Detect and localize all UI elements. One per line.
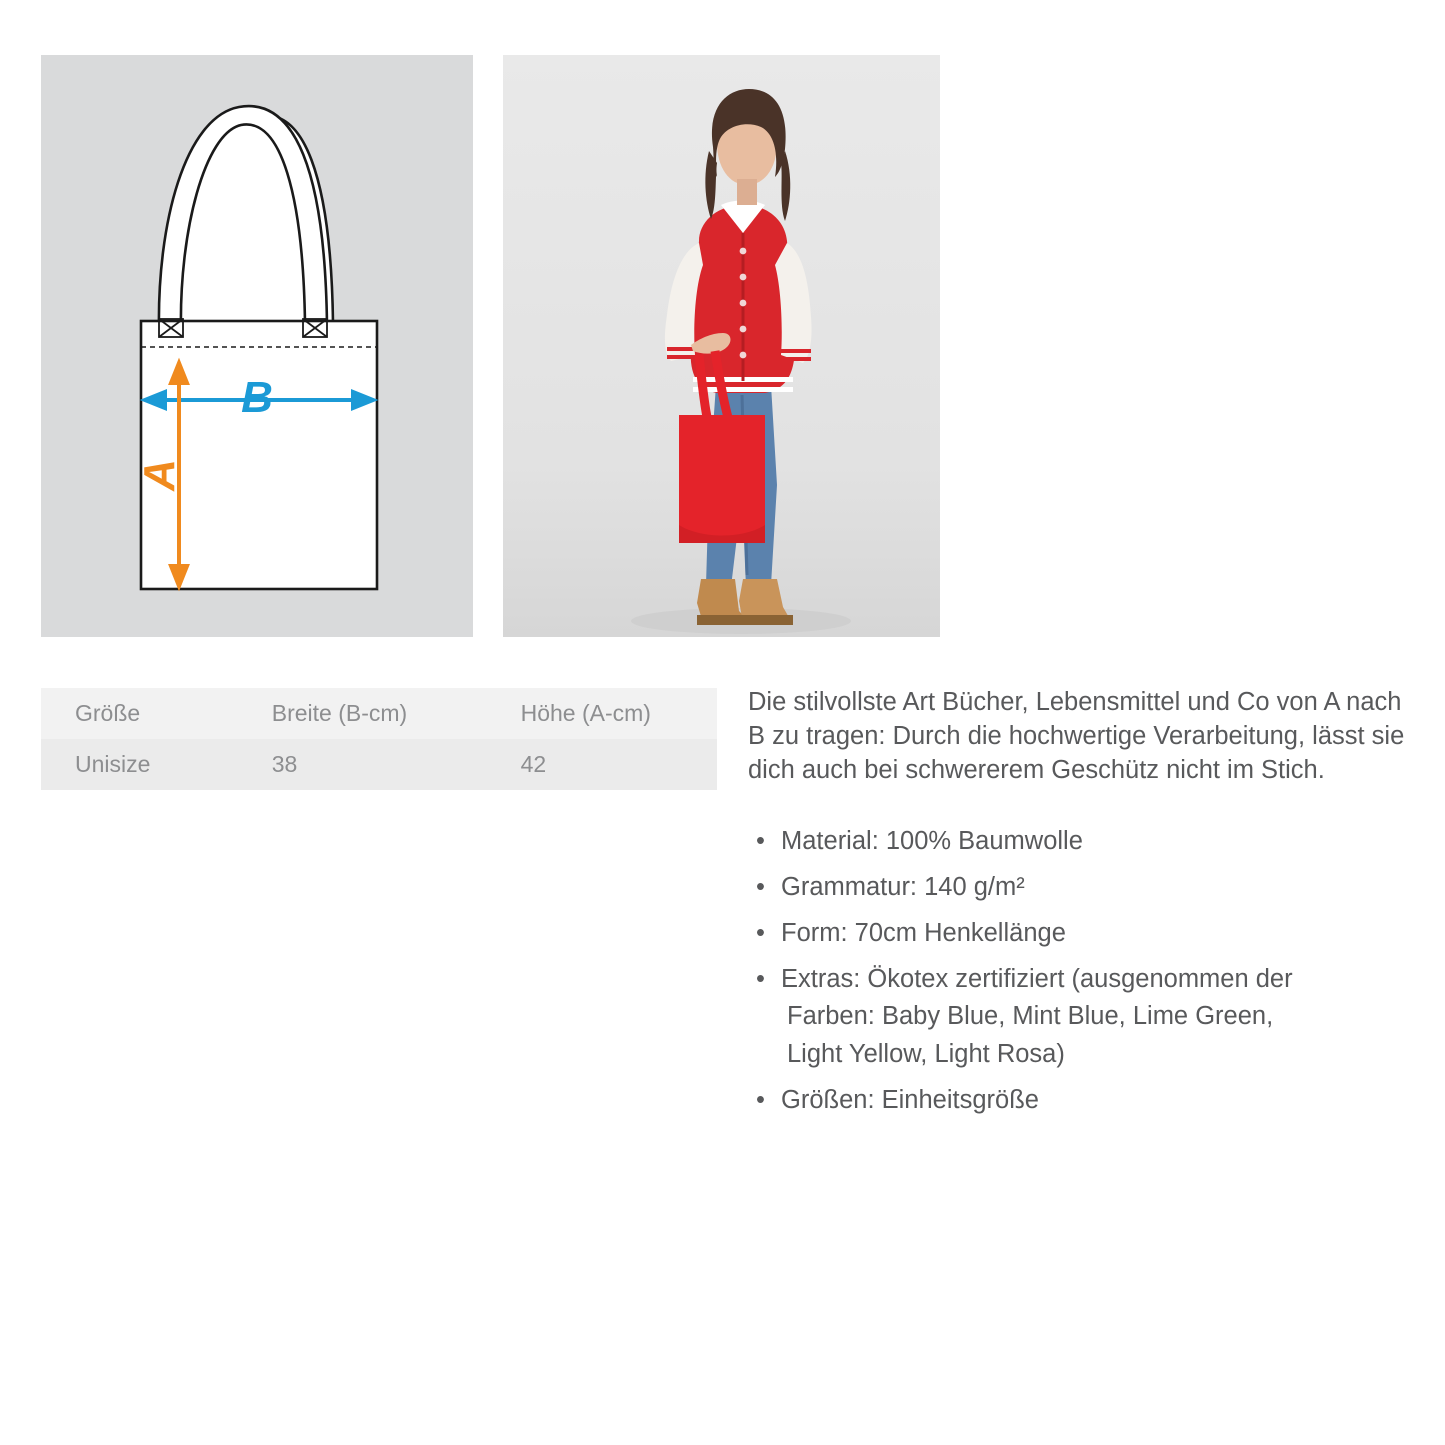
table-header-row bbox=[41, 688, 717, 739]
model-holding-bag-illustration bbox=[503, 55, 940, 637]
cell-width: 38 bbox=[238, 739, 487, 790]
list-item-label: Extras: Ökotex zertifiziert (ausgenommen der bbox=[781, 964, 1293, 993]
height-label: A bbox=[135, 459, 184, 491]
list-item bbox=[748, 961, 1408, 1074]
list-item-label: Material: 100% Baumwolle bbox=[781, 827, 1083, 856]
description-intro: Die stilvollste Art Bücher, Lebensmittel und Co von A nach B zu tragen: Durch die hochwertige Verarbeitung, lässt sie dich auch bei schwererem Geschütz nicht im Stich. bbox=[748, 688, 1405, 785]
bullet-icon: • bbox=[756, 1085, 765, 1114]
list-item bbox=[748, 915, 1408, 953]
list-item bbox=[748, 869, 1408, 907]
header-height: Höhe (A-cm) bbox=[487, 688, 717, 739]
bullet-icon: • bbox=[756, 918, 765, 947]
bullet-icon: • bbox=[756, 964, 765, 993]
list-item-label-line3: Light Yellow, Light Rosa) bbox=[787, 1040, 1065, 1069]
feature-list bbox=[748, 823, 1408, 1119]
header-width: Breite (B-cm) bbox=[238, 688, 487, 739]
model-photo-panel bbox=[503, 55, 940, 637]
list-item bbox=[748, 1082, 1408, 1120]
size-table bbox=[41, 688, 717, 790]
width-label: B bbox=[241, 373, 273, 422]
product-description bbox=[748, 685, 1408, 1128]
bullet-icon: • bbox=[756, 827, 765, 856]
list-item-label: Größen: Einheitsgröße bbox=[781, 1085, 1039, 1114]
cell-size: Unisize bbox=[41, 739, 238, 790]
cell-height: 42 bbox=[487, 739, 717, 790]
list-item-label: Form: 70cm Henkellänge bbox=[781, 918, 1066, 947]
measurement-diagram-panel bbox=[41, 55, 473, 637]
list-item-label: Grammatur: 140 g/m² bbox=[781, 873, 1025, 902]
bullet-icon: • bbox=[756, 873, 765, 902]
list-item-label-line2: Farben: Baby Blue, Mint Blue, Lime Green, bbox=[787, 1002, 1274, 1031]
tote-bag-measurement-diagram bbox=[41, 55, 473, 637]
table-row bbox=[41, 739, 717, 790]
header-size: Größe bbox=[41, 688, 238, 739]
product-image-row bbox=[41, 55, 1404, 640]
list-item bbox=[748, 823, 1408, 861]
